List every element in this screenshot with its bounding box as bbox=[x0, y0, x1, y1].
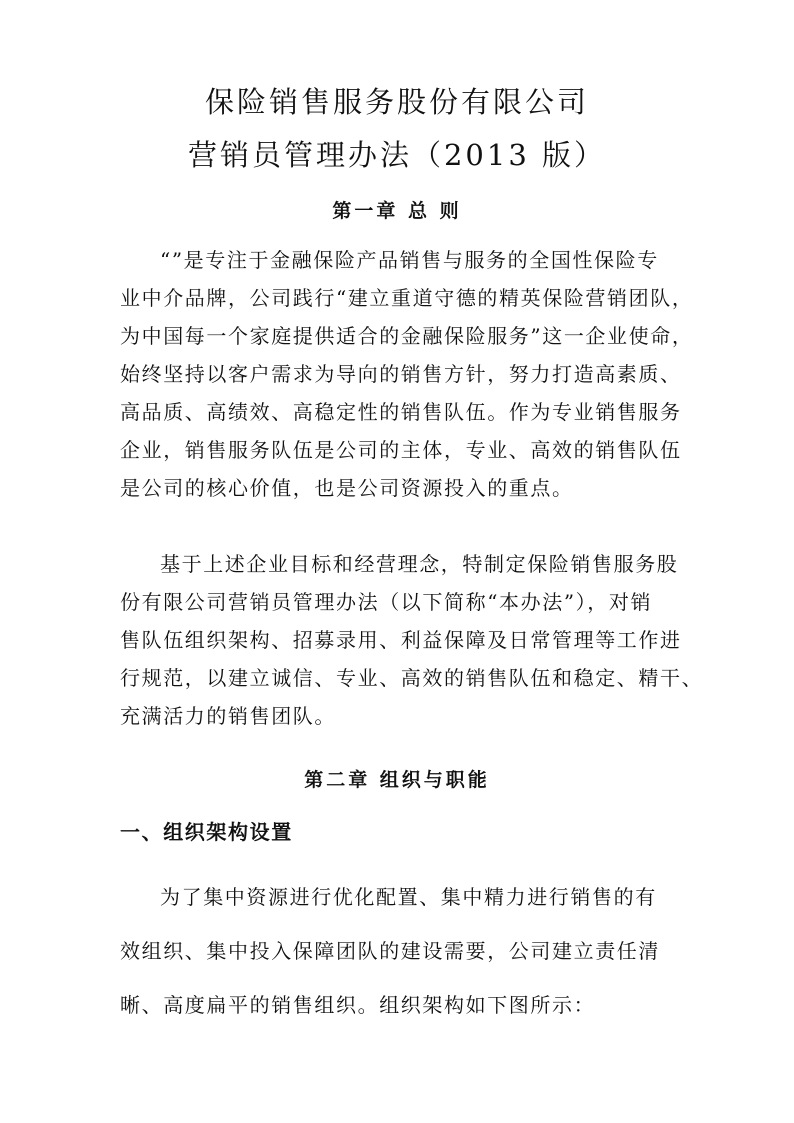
chapter-2-heading: 第二章 组织与职能 bbox=[304, 769, 490, 791]
paragraph-line: 行规范，以建立诚信、专业、高效的销售队伍和稳定、精干、 bbox=[120, 666, 704, 690]
paragraph-line: 售队伍组织架构、招募录用、利益保障及日常管理等工作进 bbox=[120, 628, 682, 652]
paragraph-line: 充满活力的销售团队。 bbox=[120, 704, 336, 728]
paragraph-line: 业中介品牌，公司践行“建立重道守德的精英保险营销团队， bbox=[120, 286, 694, 310]
paragraph-line: “”是专注于金融保险产品销售与服务的全国性保险专 bbox=[160, 248, 659, 272]
paragraph-line: 效组织、集中投入保障团队的建设需要，公司建立责任清 bbox=[120, 939, 660, 963]
document-title-regulation: 营销员管理办法（2013 版） bbox=[187, 138, 607, 172]
paragraph-line: 企业，销售服务队伍是公司的主体，专业、高效的销售队伍 bbox=[120, 438, 682, 462]
paragraph-line: 为了集中资源进行优化配置、集中精力进行销售的有 bbox=[160, 885, 657, 909]
chapter-1-heading: 第一章 总 则 bbox=[332, 200, 462, 222]
chapter-1-paragraph-2 bbox=[120, 545, 704, 735]
paragraph-line: 份有限公司营销员管理办法（以下简称“本办法”），对销 bbox=[120, 590, 653, 614]
paragraph-line: 晰、高度扁平的销售组织。组织架构如下图所示： bbox=[120, 993, 596, 1017]
paragraph-line: 高品质、高绩效、高稳定性的销售队伍。作为专业销售服务 bbox=[120, 400, 682, 424]
chapter-1-paragraph-1 bbox=[120, 241, 694, 507]
section-1-title: 一、组织架构设置 bbox=[120, 820, 293, 844]
chapter-2-paragraph-1 bbox=[120, 870, 680, 1032]
paragraph-line: 为中国每一个家庭提供适合的金融保险服务”这一企业使命， bbox=[120, 324, 694, 348]
paragraph-line: 是公司的核心价值，也是公司资源投入的重点。 bbox=[120, 476, 574, 500]
document-title-company: 保险销售服务股份有限公司 bbox=[204, 85, 589, 119]
paragraph-line: 基于上述企业目标和经营理念，特制定保险销售服务股 bbox=[160, 552, 679, 576]
paragraph-line: 始终坚持以客户需求为导向的销售方针，努力打造高素质、 bbox=[120, 362, 682, 386]
